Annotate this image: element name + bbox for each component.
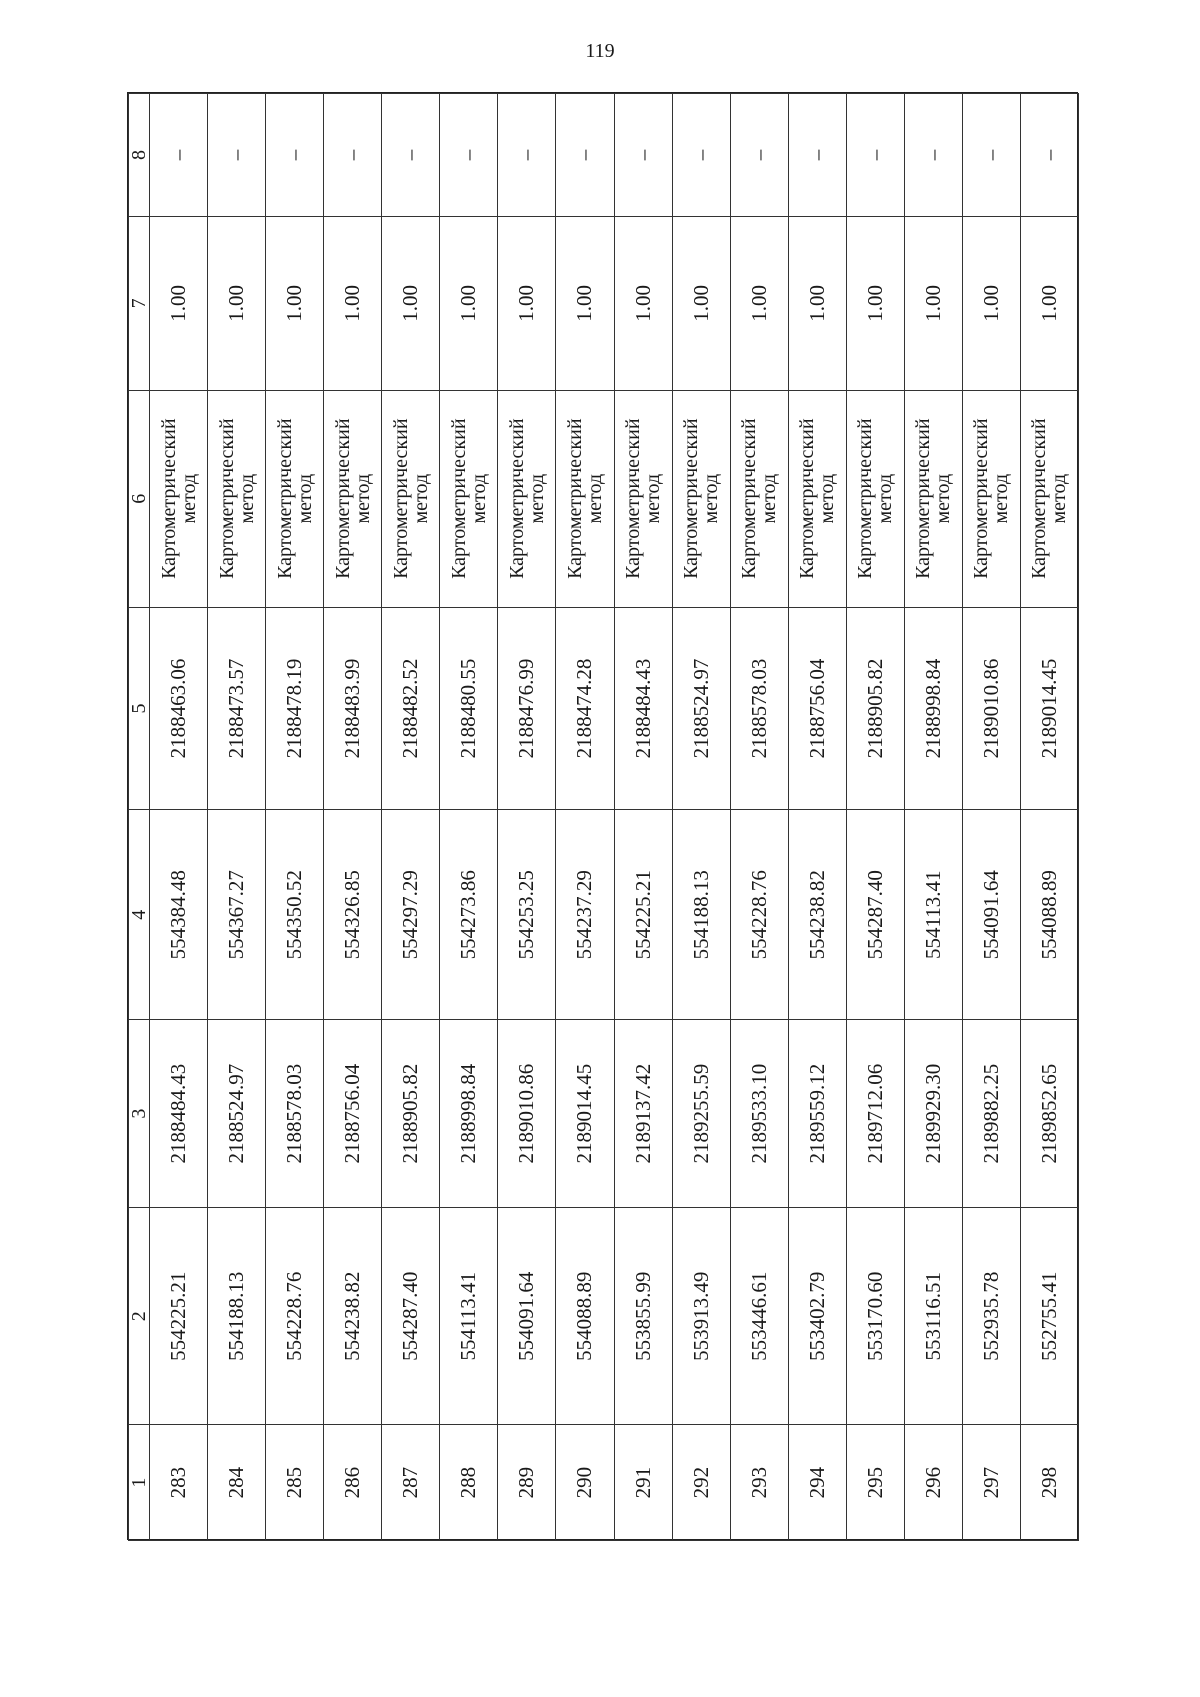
table-row [498,94,556,1541]
coordinate-x-cell: 553402.79 [788,1208,846,1425]
column-header-1: 1 [129,1425,150,1541]
coordinates-table [128,93,1079,1541]
accuracy-cell: 1.00 [556,217,614,391]
coordinate-y-cell: 2189852.65 [1020,1020,1078,1208]
column-header-8: 8 [129,94,150,217]
table-row [904,94,962,1541]
column-header-6: 6 [129,390,150,607]
adjacent-x-cell: 554225.21 [614,810,672,1020]
point-number-cell: 288 [440,1425,498,1541]
note-cell: – [440,94,498,217]
coordinate-x-cell: 553855.99 [614,1208,672,1425]
point-number-cell: 297 [962,1425,1020,1541]
adjacent-y-cell: 2188476.99 [498,607,556,810]
coordinate-y-cell: 2189533.10 [730,1020,788,1208]
table-row [672,94,730,1541]
adjacent-y-cell: 2188478.19 [266,607,324,810]
accuracy-cell: 1.00 [150,217,208,391]
point-number-cell: 292 [672,1425,730,1541]
method-cell: Картометрический метод [672,390,730,607]
coordinate-x-cell: 554188.13 [208,1208,266,1425]
table-body [150,94,1079,1541]
adjacent-x-cell: 554350.52 [266,810,324,1020]
method-cell: Картометрический метод [324,390,382,607]
adjacent-y-cell: 2188905.82 [846,607,904,810]
table-row [440,94,498,1541]
accuracy-cell: 1.00 [614,217,672,391]
adjacent-x-cell: 554287.40 [846,810,904,1020]
note-cell: – [962,94,1020,217]
method-cell: Картометрический метод [556,390,614,607]
coordinate-y-cell: 2188998.84 [440,1020,498,1208]
adjacent-y-cell: 2188524.97 [672,607,730,810]
coordinate-x-cell: 552935.78 [962,1208,1020,1425]
note-cell: – [730,94,788,217]
point-number-cell: 283 [150,1425,208,1541]
column-header-3: 3 [129,1020,150,1208]
adjacent-y-cell: 2188483.99 [324,607,382,810]
accuracy-cell: 1.00 [382,217,440,391]
method-cell: Картометрический метод [904,390,962,607]
note-cell: – [324,94,382,217]
header-row [129,94,150,1541]
coordinate-x-cell: 552755.41 [1020,1208,1078,1425]
table-row [788,94,846,1541]
adjacent-x-cell: 554088.89 [1020,810,1078,1020]
coordinate-x-cell: 554287.40 [382,1208,440,1425]
adjacent-x-cell: 554091.64 [962,810,1020,1020]
accuracy-cell: 1.00 [846,217,904,391]
adjacent-x-cell: 554238.82 [788,810,846,1020]
adjacent-y-cell: 2188756.04 [788,607,846,810]
adjacent-y-cell: 2188998.84 [904,607,962,810]
column-header-2: 2 [129,1208,150,1425]
coordinate-x-cell: 553116.51 [904,1208,962,1425]
note-cell: – [672,94,730,217]
accuracy-cell: 1.00 [1020,217,1078,391]
coordinate-x-cell: 554113.41 [440,1208,498,1425]
point-number-cell: 287 [382,1425,440,1541]
coordinate-y-cell: 2189882.25 [962,1020,1020,1208]
adjacent-y-cell: 2189014.45 [1020,607,1078,810]
accuracy-cell: 1.00 [498,217,556,391]
adjacent-y-cell: 2188484.43 [614,607,672,810]
accuracy-cell: 1.00 [440,217,498,391]
table-row [208,94,266,1541]
adjacent-y-cell: 2188482.52 [382,607,440,810]
adjacent-x-cell: 554384.48 [150,810,208,1020]
rotated-table-container [128,93,1079,1541]
adjacent-y-cell: 2188473.57 [208,607,266,810]
coordinate-x-cell: 554238.82 [324,1208,382,1425]
coordinate-y-cell: 2189559.12 [788,1020,846,1208]
note-cell: – [556,94,614,217]
column-header-4: 4 [129,810,150,1020]
coordinate-x-cell: 554225.21 [150,1208,208,1425]
adjacent-x-cell: 554237.29 [556,810,614,1020]
adjacent-y-cell: 2188578.03 [730,607,788,810]
point-number-cell: 295 [846,1425,904,1541]
method-cell: Картометрический метод [1020,390,1078,607]
coordinate-x-cell: 554088.89 [556,1208,614,1425]
coordinate-y-cell: 2189014.45 [556,1020,614,1208]
note-cell: – [208,94,266,217]
method-cell: Картометрический метод [788,390,846,607]
method-cell: Картометрический метод [440,390,498,607]
accuracy-cell: 1.00 [324,217,382,391]
coordinate-x-cell: 553446.61 [730,1208,788,1425]
note-cell: – [382,94,440,217]
point-number-cell: 289 [498,1425,556,1541]
column-header-5: 5 [129,607,150,810]
adjacent-x-cell: 554297.29 [382,810,440,1020]
table-row [614,94,672,1541]
point-number-cell: 290 [556,1425,614,1541]
coordinate-x-cell: 553913.49 [672,1208,730,1425]
accuracy-cell: 1.00 [266,217,324,391]
point-number-cell: 296 [904,1425,962,1541]
adjacent-x-cell: 554367.27 [208,810,266,1020]
method-cell: Картометрический метод [266,390,324,607]
coordinate-x-cell: 554091.64 [498,1208,556,1425]
coordinate-y-cell: 2188578.03 [266,1020,324,1208]
point-number-cell: 291 [614,1425,672,1541]
table-row [1020,94,1078,1541]
table-row [150,94,208,1541]
table-row [382,94,440,1541]
method-cell: Картометрический метод [962,390,1020,607]
table-row [266,94,324,1541]
point-number-cell: 286 [324,1425,382,1541]
table-row [962,94,1020,1541]
coordinate-y-cell: 2189137.42 [614,1020,672,1208]
accuracy-cell: 1.00 [208,217,266,391]
method-cell: Картометрический метод [498,390,556,607]
method-cell: Картометрический метод [730,390,788,607]
accuracy-cell: 1.00 [788,217,846,391]
method-cell: Картометрический метод [150,390,208,607]
point-number-cell: 294 [788,1425,846,1541]
adjacent-x-cell: 554326.85 [324,810,382,1020]
note-cell: – [614,94,672,217]
adjacent-y-cell: 2188463.06 [150,607,208,810]
accuracy-cell: 1.00 [672,217,730,391]
note-cell: – [150,94,208,217]
note-cell: – [904,94,962,217]
column-header-7: 7 [129,217,150,391]
point-number-cell: 293 [730,1425,788,1541]
coordinate-y-cell: 2189010.86 [498,1020,556,1208]
accuracy-cell: 1.00 [730,217,788,391]
method-cell: Картометрический метод [208,390,266,607]
coordinate-y-cell: 2188524.97 [208,1020,266,1208]
adjacent-x-cell: 554228.76 [730,810,788,1020]
coordinate-y-cell: 2189255.59 [672,1020,730,1208]
adjacent-y-cell: 2188474.28 [556,607,614,810]
table-header [129,94,150,1541]
table-row [324,94,382,1541]
coordinate-y-cell: 2188484.43 [150,1020,208,1208]
coordinate-y-cell: 2188905.82 [382,1020,440,1208]
point-number-cell: 284 [208,1425,266,1541]
method-cell: Картометрический метод [614,390,672,607]
note-cell: – [846,94,904,217]
point-number-cell: 298 [1020,1425,1078,1541]
note-cell: – [788,94,846,217]
adjacent-x-cell: 554113.41 [904,810,962,1020]
accuracy-cell: 1.00 [962,217,1020,391]
adjacent-y-cell: 2188480.55 [440,607,498,810]
coordinate-y-cell: 2189929.30 [904,1020,962,1208]
adjacent-x-cell: 554273.86 [440,810,498,1020]
method-cell: Картометрический метод [846,390,904,607]
coordinate-y-cell: 2188756.04 [324,1020,382,1208]
coordinate-x-cell: 553170.60 [846,1208,904,1425]
note-cell: – [1020,94,1078,217]
note-cell: – [498,94,556,217]
page-number: 119 [585,40,615,62]
method-cell: Картометрический метод [382,390,440,607]
adjacent-x-cell: 554253.25 [498,810,556,1020]
table-row [730,94,788,1541]
table-row [846,94,904,1541]
coordinate-x-cell: 554228.76 [266,1208,324,1425]
accuracy-cell: 1.00 [904,217,962,391]
note-cell: – [266,94,324,217]
adjacent-x-cell: 554188.13 [672,810,730,1020]
point-number-cell: 285 [266,1425,324,1541]
adjacent-y-cell: 2189010.86 [962,607,1020,810]
coordinates-table-frame [127,92,1078,1540]
coordinate-y-cell: 2189712.06 [846,1020,904,1208]
table-row [556,94,614,1541]
